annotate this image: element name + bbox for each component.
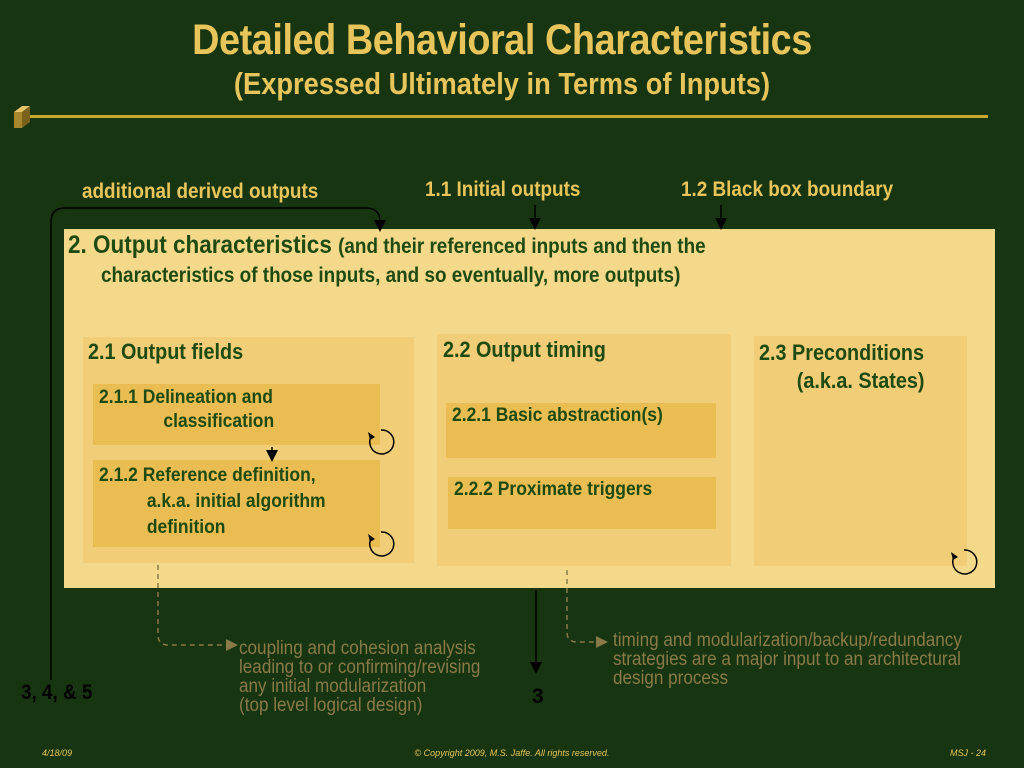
reference-line2: a.k.a. initial algorithm [146,491,326,512]
preconditions-line2: (a.k.a. States) [796,368,925,393]
heading-note: (and their referenced inputs and then the [338,235,706,258]
reference-line1: 2.1.2 Reference definition, [99,465,316,486]
delineation-line1: 2.1.1 Delineation and [99,387,273,408]
dashed-arrow-coupling [158,565,232,645]
heading-main: 2. Output characteristics [68,231,332,259]
refresh-icon [368,430,394,454]
label-black-box-boundary: 1.2 Black box boundary [681,178,894,201]
basic-abstraction-text: 2.2.1 Basic abstraction(s) [452,405,663,426]
footer-page-number: MSJ - 24 [950,748,987,758]
heading-note-continued: characteristics of those inputs, and so eventually, more outputs) [101,264,681,287]
preconditions-line1: 2.3 Preconditions [759,340,925,365]
refresh-icon [951,550,977,574]
coupling-note: coupling and cohesion analysis leading to or confirming/revising any initial modularization (top level logical design) [239,638,481,716]
footer-date: 4/18/09 [42,748,73,758]
slide-subtitle: (Expressed Ultimately in Terms of Inputs) [233,66,771,101]
loop-arrow-derived [51,208,380,680]
footer-copyright: © Copyright 2009, M.S. Jaffe. All rights reserved. [414,748,610,758]
proximate-triggers-text: 2.2.2 Proximate triggers [454,479,653,500]
slide-title: Detailed Behavioral Characteristics [192,16,812,64]
delineation-line2: classification [163,411,275,432]
refresh-icon [368,532,394,556]
label-initial-outputs: 1.1 Initial outputs [425,178,581,201]
output-fields-title: 2.1 Output fields [88,339,244,364]
output-timing-title: 2.2 Output timing [443,337,606,362]
dashed-arrow-timing [567,570,602,642]
timing-strategy-note: timing and modularization/backup/redundancy strategies are a major input to an architectural design process [613,630,962,689]
label-derived-outputs: additional derived outputs [82,180,319,203]
label-3-4-5: 3, 4, & 5 [21,681,93,704]
label-3: 3 [532,685,544,708]
reference-line3: definition [146,517,226,538]
